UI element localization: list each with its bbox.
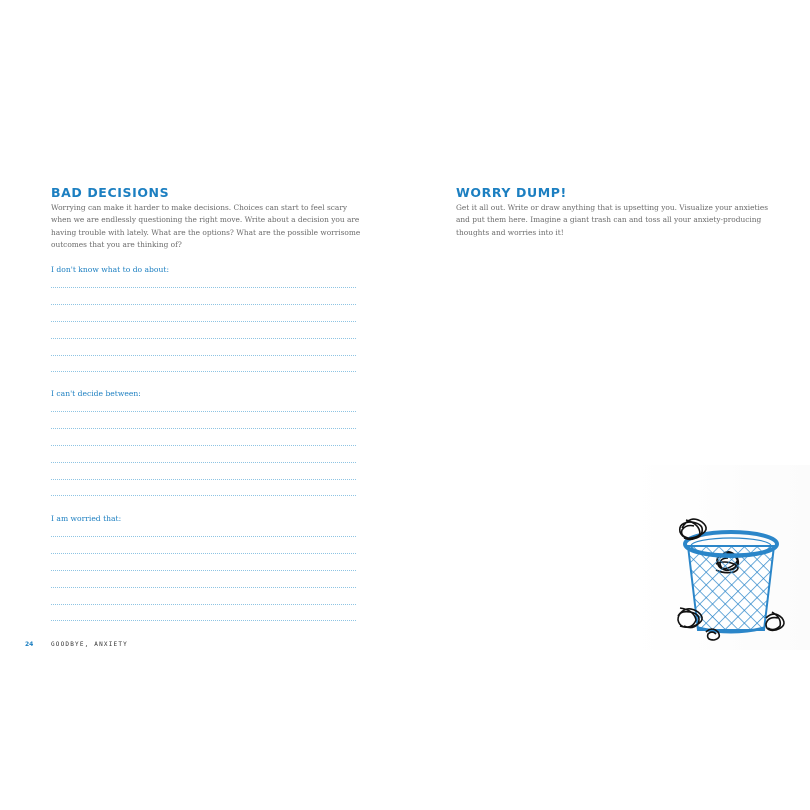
trash-can-icon bbox=[668, 508, 792, 648]
writing-line[interactable] bbox=[51, 304, 356, 305]
writing-line[interactable] bbox=[51, 321, 356, 322]
right-section-heading: WORRY DUMP! bbox=[456, 185, 567, 200]
prompt-worried: I am worried that: bbox=[51, 514, 122, 523]
writing-line[interactable] bbox=[51, 355, 356, 356]
writing-line[interactable] bbox=[51, 587, 356, 588]
writing-line[interactable] bbox=[51, 479, 356, 480]
writing-line[interactable] bbox=[51, 536, 356, 537]
writing-line[interactable] bbox=[51, 428, 356, 429]
prompt-dont-know: I don't know what to do about: bbox=[51, 265, 169, 274]
running-footer-title: GOODBYE, ANXIETY bbox=[51, 641, 128, 648]
writing-line[interactable] bbox=[51, 553, 356, 554]
left-intro-line: outcomes that you are thinking of? bbox=[51, 240, 182, 250]
writing-line[interactable] bbox=[51, 445, 356, 446]
writing-line[interactable] bbox=[51, 462, 356, 463]
writing-line[interactable] bbox=[51, 338, 356, 339]
writing-line[interactable] bbox=[51, 620, 356, 621]
right-intro-text bbox=[456, 202, 776, 239]
left-intro-line: Worrying can make it harder to make decisions. Choices can start to feel scary bbox=[51, 203, 348, 212]
prompt-cant-decide: I can't decide between: bbox=[51, 389, 141, 398]
page-number: 24 bbox=[25, 641, 34, 648]
left-section-heading: BAD DECISIONS bbox=[51, 185, 170, 200]
left-intro-text bbox=[51, 202, 371, 252]
writing-line[interactable] bbox=[51, 604, 356, 605]
writing-line[interactable] bbox=[51, 495, 356, 496]
writing-line[interactable] bbox=[51, 570, 356, 571]
right-intro-line: thoughts and worries into it! bbox=[456, 227, 564, 237]
left-intro-line: when we are endlessly questioning the right move. Write about a decision you are bbox=[51, 215, 360, 225]
trash-can-illustration bbox=[668, 508, 792, 648]
writing-line[interactable] bbox=[51, 411, 356, 412]
writing-line[interactable] bbox=[51, 287, 356, 288]
writing-line[interactable] bbox=[51, 371, 356, 372]
right-intro-line: Get it all out. Write or draw anything that is upsetting you. Visualize your anxieties bbox=[456, 203, 769, 212]
left-intro-line: having trouble with lately. What are the options? What are the possible worrisome bbox=[51, 227, 361, 237]
right-intro-line: and put them here. Imagine a giant trash can and toss all your anxiety-producing bbox=[456, 215, 762, 225]
